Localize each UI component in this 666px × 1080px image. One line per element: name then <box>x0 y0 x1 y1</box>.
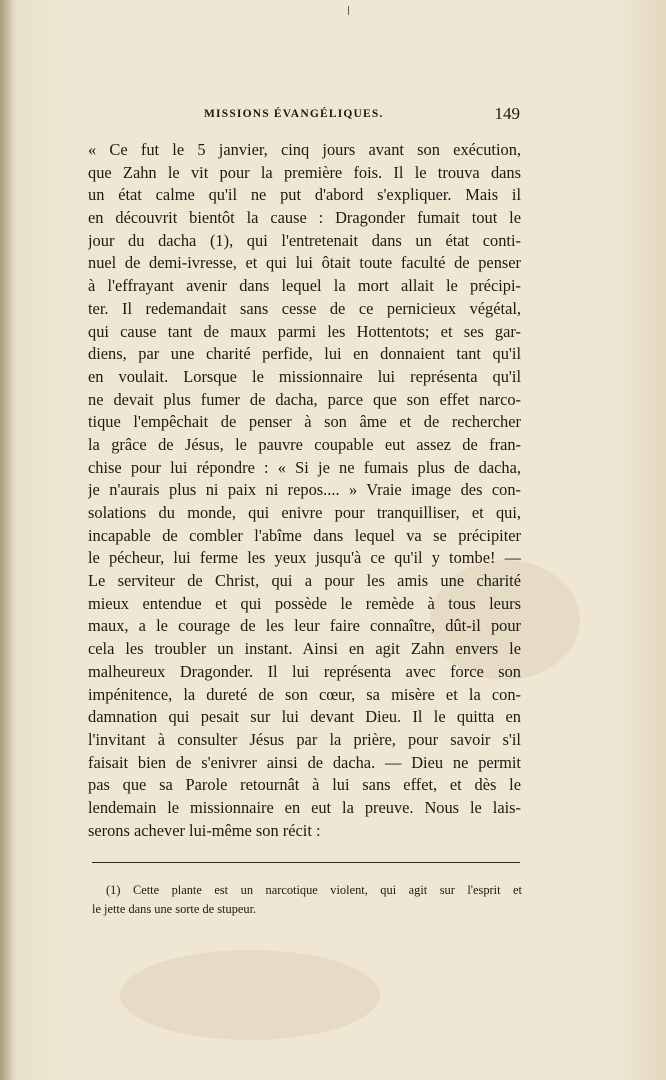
text-line: en voulait. Lorsque le missionnaire lui représenta qu'il <box>88 366 521 386</box>
running-head: MISSIONS ÉVANGÉLIQUES. <box>204 108 384 120</box>
text-line: malheureux Dragonder. Il lui représenta avec force son <box>88 661 521 681</box>
text-line: tique l'empêchait de penser à son âme et de rechercher <box>88 412 521 432</box>
text-line: chise pour lui répondre : « Si je ne fumais plus de dacha, <box>88 457 521 477</box>
text-line: jour du dacha (1), qui l'entretenait dans un état conti- <box>88 230 521 250</box>
text-line: que Zahn le vit pour la première fois. Il le trouva dans <box>88 162 521 182</box>
text-line: le pécheur, lui ferme les yeux jusqu'à ce qu'il y tombe! — <box>88 548 521 568</box>
footnote-line: le jette dans une sorte de stupeur. <box>92 902 257 916</box>
text-line: ne devait plus fumer de dacha, parce que son effet narco- <box>88 389 521 409</box>
text-line: nuel de demi-ivresse, et qui lui ôtait toute faculté de penser <box>88 253 521 273</box>
text-line: maux, a le courage de les leur faire connaître, dût-il pour <box>88 616 521 636</box>
text-line: pas que sa Parole retournât à lui sans effet, et dès le <box>88 775 521 795</box>
text-line: l'invitant à consulter Jésus par la prière, pour savoir s'il <box>88 729 521 749</box>
body-text <box>88 139 521 842</box>
text-line: damnation qui pesait sur lui devant Dieu. Il le quitta en <box>88 707 521 727</box>
text-line: qui cause tant de maux parmi les Hottentots; et ses gar- <box>88 321 521 341</box>
text-line: « Ce fut le 5 janvier, cinq jours avant son exécution, <box>88 140 521 159</box>
text-line: cela les troubler un instant. Ainsi en agit Zahn envers le <box>88 639 521 659</box>
text-line: un état calme qu'il ne put d'abord s'expliquer. Mais il <box>88 185 521 205</box>
text-line: lendemain le missionnaire en eut la preuve. Nous le lais- <box>88 797 521 817</box>
printer-mark <box>348 6 349 15</box>
text-line: faisait bien de s'enivrer ainsi de dacha. — Dieu ne permit <box>88 752 521 772</box>
text-line: diens, par une charité perfide, lui en donnaient tant qu'il <box>88 344 521 364</box>
text-line: je n'aurais plus ni paix ni repos.... » Vraie image des con- <box>88 480 521 500</box>
gutter-shadow <box>0 0 14 1080</box>
text-line: impénitence, la dureté de son cœur, sa misère et la con- <box>88 684 521 704</box>
text-line: en découvrit bientôt la cause : Dragonder fumait tout le <box>88 208 521 228</box>
text-line: à l'effrayant avenir dans lequel la mort allait le précipi- <box>88 276 521 296</box>
footnote-line: (1) Cette plante est un narcotique violent, qui agit sur l'esprit et <box>106 883 522 897</box>
page-number: 149 <box>494 104 520 123</box>
text-line: ter. Il redemandait sans cesse de ce pernicieux végétal, <box>88 298 521 318</box>
text-line: la grâce de Jésus, le pauvre coupable eut assez de fran- <box>88 434 521 454</box>
text-line: solations du monde, qui enivre pour tranquilliser, et qui, <box>88 503 521 522</box>
text-line: incapable de combler l'abîme dans lequel va se précipiter <box>88 525 521 545</box>
text-line: Le serviteur de Christ, qui a pour les amis une charité <box>88 571 521 591</box>
paper-stain <box>120 950 380 1040</box>
footnote <box>92 881 522 919</box>
page-header <box>204 104 520 126</box>
text-line: mieux entendue et qui possède le remède à tous leurs <box>88 593 521 613</box>
text-line: serons achever lui-même son récit : <box>88 820 321 840</box>
footnote-rule <box>92 862 520 863</box>
